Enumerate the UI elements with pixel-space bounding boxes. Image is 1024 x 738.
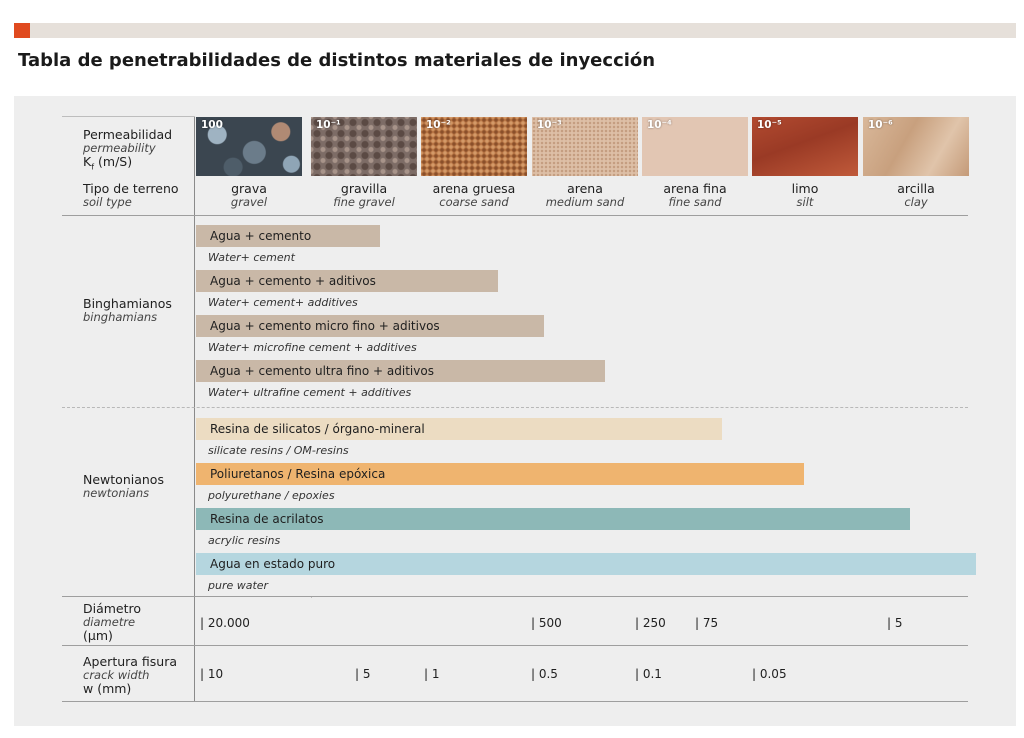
soil-image-silt xyxy=(752,117,858,176)
material-label: Agua en estado puro xyxy=(210,557,336,571)
crack-label: Apertura fisura xyxy=(83,654,178,669)
material-bar-acrylic-resins xyxy=(196,508,910,530)
row-divider-dashed xyxy=(62,407,968,408)
permeability-unit-symbol: K xyxy=(83,154,92,169)
accent-square xyxy=(14,23,30,38)
soil-type-label-en: soil type xyxy=(83,195,132,209)
newtonians-label-en: newtonians xyxy=(83,486,150,500)
column-divider xyxy=(194,117,195,702)
material-label-en: polyurethane / epoxies xyxy=(208,489,335,502)
crack-unit: w (mm) xyxy=(83,681,132,696)
material-label: Agua + cemento + aditivos xyxy=(210,274,376,288)
soil-name: arena xyxy=(567,181,603,196)
newtonians-header xyxy=(83,473,164,500)
material-label: Agua + cemento xyxy=(210,229,312,243)
crack-value: | 0.05 xyxy=(752,667,787,681)
soil-name-en: medium sand xyxy=(545,195,625,209)
permeability-unit-subscript: f xyxy=(91,162,95,172)
soil-name: limo xyxy=(791,181,819,196)
crack-value: | 5 xyxy=(355,667,371,681)
soil-name: arena fina xyxy=(663,181,727,196)
tick xyxy=(311,597,312,598)
soil-image-medium-sand xyxy=(532,117,638,176)
soil-type-label: Tipo de terreno xyxy=(83,181,179,196)
binghamians-label-en: binghamians xyxy=(83,310,158,324)
permeability-value: 10⁻² xyxy=(426,119,451,131)
permeability-value: 10⁻⁴ xyxy=(647,119,672,131)
crack-value: | 1 xyxy=(424,667,440,681)
material-bar-microfine-cement xyxy=(196,315,544,337)
material-label-en: pure water xyxy=(208,579,269,592)
material-label-en: acrylic resins xyxy=(208,534,281,547)
soil-name-fine-gravel xyxy=(311,182,417,209)
permeability-value: 10⁻¹ xyxy=(316,119,341,131)
permeability-value: 100 xyxy=(201,119,223,131)
material-bar-pure-water xyxy=(196,553,976,575)
soil-image-clay xyxy=(863,117,969,176)
diameter-label: Diámetro xyxy=(83,601,142,616)
soil-name: grava xyxy=(231,181,267,196)
permeability-header xyxy=(83,128,172,175)
crack-value: | 0.5 xyxy=(531,667,558,681)
crack-header xyxy=(83,655,177,696)
diameter-value: | 75 xyxy=(695,616,719,630)
soil-name-medium-sand xyxy=(532,182,638,209)
soil-image-fine-gravel xyxy=(311,117,417,176)
diameter-header xyxy=(83,602,141,643)
soil-name-gravel xyxy=(196,182,302,209)
soil-name: arcilla xyxy=(897,181,935,196)
crack-value: | 0.1 xyxy=(635,667,662,681)
permeability-unit-suffix: (m/S) xyxy=(98,154,133,169)
diameter-value: | 5 xyxy=(887,616,903,630)
permeability-value: 10⁻³ xyxy=(537,119,562,131)
material-bar-water-cement-additives xyxy=(196,270,498,292)
material-bar-polyurethane xyxy=(196,463,804,485)
material-label: Resina de acrilatos xyxy=(210,512,324,526)
row-divider-newtonian xyxy=(62,596,968,597)
header-band xyxy=(14,23,1016,38)
soil-name-en: coarse sand xyxy=(439,195,509,209)
material-label: Agua + cemento ultra fino + aditivos xyxy=(210,364,434,378)
material-label: Resina de silicatos / órgano-mineral xyxy=(210,422,425,436)
soil-name-fine-sand xyxy=(642,182,748,209)
permeability-value: 10⁻⁶ xyxy=(868,119,893,131)
permeability-unit xyxy=(83,155,172,175)
soil-name-clay xyxy=(863,182,969,209)
material-label: Agua + cemento micro fino + aditivos xyxy=(210,319,440,333)
soil-image-coarse-sand xyxy=(421,117,527,176)
permeability-value: 10⁻⁵ xyxy=(757,119,782,131)
diameter-value: | 20.000 xyxy=(200,616,250,630)
material-label-en: Water+ ultrafine cement + additives xyxy=(208,386,412,399)
soil-name: gravilla xyxy=(340,181,388,196)
row-divider-top xyxy=(62,116,195,117)
crack-label-en: crack width xyxy=(83,668,150,682)
material-label-en: Water+ cement xyxy=(208,251,295,264)
material-bar-silicate-resins xyxy=(196,418,722,440)
soil-type-header xyxy=(83,182,179,209)
newtonians-label: Newtonianos xyxy=(83,472,164,487)
material-label: Poliuretanos / Resina epóxica xyxy=(210,467,386,481)
row-divider-soil xyxy=(62,215,968,216)
material-bar-ultrafine-cement xyxy=(196,360,605,382)
soil-name-silt xyxy=(752,182,858,209)
page-title: Tabla de penetrabilidades de distintos materiales de inyección xyxy=(18,50,656,71)
material-label-en: Water+ microfine cement + additives xyxy=(208,341,417,354)
soil-name-en: gravel xyxy=(230,195,268,209)
row-divider-diameter xyxy=(62,645,968,646)
diameter-label-en: diametre xyxy=(83,615,136,629)
material-bar-water-cement xyxy=(196,225,380,247)
soil-image-gravel xyxy=(196,117,302,176)
soil-name: arena gruesa xyxy=(432,181,516,196)
soil-name-en: fine gravel xyxy=(333,195,395,209)
crack-value: | 10 xyxy=(200,667,224,681)
binghamians-header xyxy=(83,297,172,324)
diameter-unit: (µm) xyxy=(83,628,113,643)
permeability-label-en: permeability xyxy=(83,141,156,155)
diameter-value: | 250 xyxy=(635,616,666,630)
material-label-en: Water+ cement+ additives xyxy=(208,296,358,309)
row-divider-bottom xyxy=(62,701,968,702)
permeability-label: Permeabilidad xyxy=(83,127,173,142)
soil-name-en: fine sand xyxy=(668,195,722,209)
soil-image-fine-sand xyxy=(642,117,748,176)
material-label-en: silicate resins / OM-resins xyxy=(208,444,349,457)
soil-name-en: clay xyxy=(904,195,928,209)
soil-name-en: silt xyxy=(796,195,814,209)
diameter-value: | 500 xyxy=(531,616,562,630)
soil-name-coarse-sand xyxy=(421,182,527,209)
binghamians-label: Binghamianos xyxy=(83,296,172,311)
